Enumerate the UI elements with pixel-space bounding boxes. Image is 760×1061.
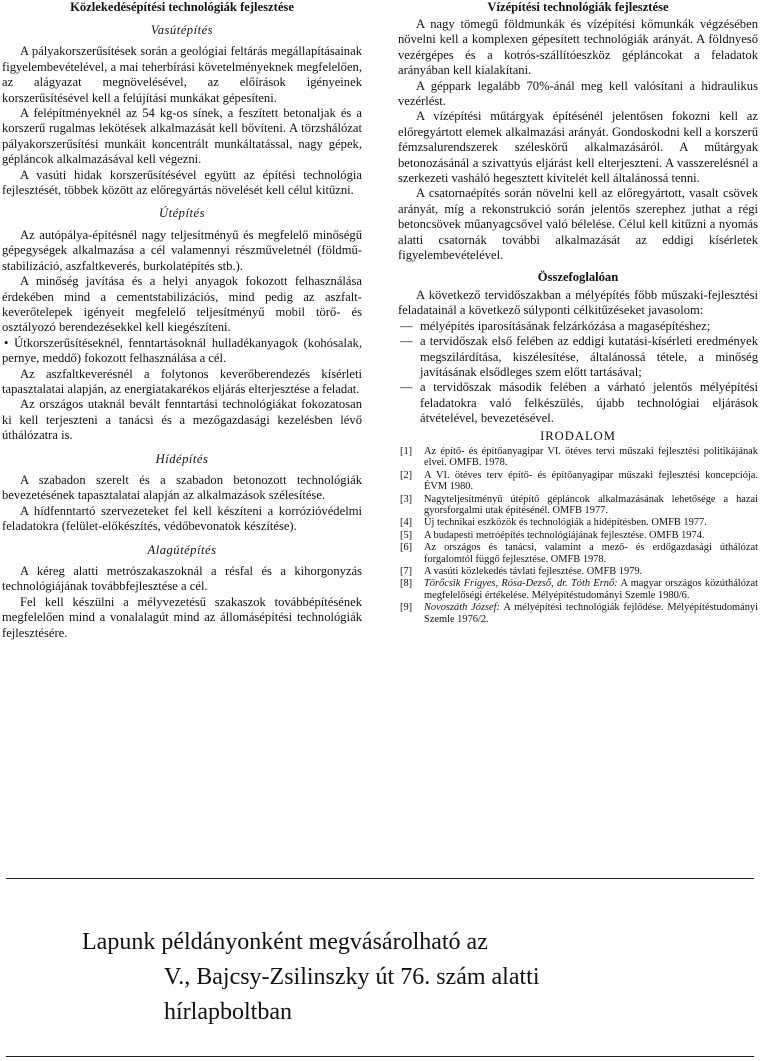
reference-item xyxy=(398,446,758,469)
left-column xyxy=(2,0,362,641)
reference-item xyxy=(398,566,758,577)
reference-number: [9] xyxy=(400,602,413,614)
right-column-heading: Vízépítési technológiák fejlesztése xyxy=(487,0,669,14)
summary-title: Összefoglalóan xyxy=(537,269,619,284)
reference-number: [8] xyxy=(400,578,413,590)
reference-number: [2] xyxy=(400,469,413,481)
right-column xyxy=(398,0,758,626)
summary-intro: A következő tervidőszakban a mélyépítés főbb műszaki-fejlesztési feladatainál a következő súlyponti célkitűzéseket javasolom: xyxy=(398,287,758,318)
reference-text: Az országos és tanácsi, valamint a mező- és erdőgazdasági úthálózat forgalomtól függő fejlesztése. OMFB 1978. xyxy=(424,542,758,565)
paragraph: A kéreg alatti metrószakaszoknál a résfal és a kihorgonyzás technológiájának továbbfejlesztése a cél. xyxy=(2,564,362,594)
reference-item xyxy=(398,470,758,493)
references-title: IRODALOM xyxy=(540,428,616,443)
reference-text: Az építő- és építőanyagipar VI. ötéves tervi műszaki fejlesztési politikájának elvei. OMFB. 1978. xyxy=(424,445,758,469)
section-title-hidepites: Hídépítés xyxy=(155,451,209,466)
divider-bottom xyxy=(6,1056,754,1057)
paragraph: Az országos utaknál bevált fenntartási technológiákat fokozatosan ki kell terjeszteni a tanácsi és a mezőgazdasági kezelésben lévő úthálózatra is. xyxy=(2,397,362,443)
paragraph: Az aszfaltkeverésnél a folytonos keverőberendezés kísérleti tapasztalatai alapján, az energiatakarékos eljárás elterjesztése a feladat. xyxy=(2,366,362,396)
advertisement xyxy=(82,925,722,1030)
summary-item: — mélyépítés iparosításának felzárkózása a magasépítéshez; xyxy=(398,319,758,334)
reference-item xyxy=(398,542,758,565)
advertisement-line-2: V., Bajcsy-Zsilinszky út 76. szám alatti xyxy=(164,964,540,990)
section-title-alagutepites: Alagútépítés xyxy=(147,542,217,557)
paragraph: A géppark legalább 70%-ánál meg kell valósítani a hidraulikus vezérlést. xyxy=(398,78,758,109)
paragraph: • Útkorszerűsítéseknél, fenntartásoknál hulladékanyagok (kohósalak, pernye, meddő) fokozott felhasználása a cél. xyxy=(2,335,362,366)
reference-number: [6] xyxy=(400,542,413,554)
reference-item xyxy=(398,517,758,528)
paragraph: A csatornaépítés során növelni kell az előregyártott, vasalt csövek arányát, míg a rekonstrukció során jelentős szerephez juthat a régi betoncsövek műanyagcsővel való bélelése. Célul kell kitűzni a nyomás alatti csatornák további alkalmazását az eddigi kísérletek figyelembevételével. xyxy=(398,186,758,263)
reference-item xyxy=(398,530,758,541)
section-title-utepites: Útépítés xyxy=(159,206,205,221)
summary-item: — a tervidőszak első felében az eddigi kutatási-kísérleti eredmények megszilárdítása, kiszélesítése, általánossá tétele, a minőség javításának elsődleges szem előtt tartásával; xyxy=(398,334,758,380)
reference-authors: Törőcsik Frigyes, Rósa-Dezső, dr. Tóth Ernő: xyxy=(424,578,618,590)
paragraph: Fel kell készülni a mélyvezetésű szakaszok továbbépítésének megfelelően mind a vonalalagút mind az állomásépítési technológiák fejlesztésére. xyxy=(2,594,362,640)
paragraph: A minőség javítása és a helyi anyagok fokozott felhasználása érdekében mind a cementstabilizációs, mind pedig az aszfalt-keverőtelepek igényeit megfelelő teljesítményű mobil törő- és osztályozó berendezésekkel kell kiegészíteni. xyxy=(2,274,362,335)
advertisement-line-3: hírlapboltban xyxy=(164,999,292,1025)
reference-item xyxy=(398,494,758,517)
paragraph: A vasúti hidak korszerűsítésével együtt az építési technológia fejlesztését, többek között az előregyártás növelését kell célul kitűzni. xyxy=(2,167,362,198)
reference-item xyxy=(398,602,758,625)
reference-number: [4] xyxy=(400,517,413,529)
reference-text: A vasúti közlekedés távlati fejlesztése. OMFB 1979. xyxy=(424,566,643,578)
advertisement-line-1: Lapunk példányonként megvásárolható az xyxy=(82,929,488,955)
reference-text: A budapesti metróépítés technológiájának fejlesztése. OMFB 1974. xyxy=(424,529,705,541)
paragraph: A vízépítési műtárgyak építésénél jelentősen fokozni kell az előregyártott elemek alkalmazási arányát. Gondoskodni kell a korszerű fémzsalurendszerek széleskörű alkalmazásáról. A műtárgyak betonozásánál a szivattyús eljárást kell elterjeszteni. A vasszerelésnél a szerkezeti vasháló hegesztett kivitelét kell általánossá tenni. xyxy=(398,109,758,186)
divider-top xyxy=(6,878,754,879)
reference-text: A magyar országos közúthálózat megfelelőségi értékelése. Mélyépítéstudományi Szemle 1980/6. xyxy=(424,578,758,601)
reference-text: A VI. ötéves terv építő- és építőanyagipar műszaki fejlesztési koncepciója. ÉVM 1980. xyxy=(424,469,758,493)
reference-text: Nagyteljesítményű útépítő gépláncok alkalmazásának lehetősége a hazai gyorsforgalmi utak építésénél. OMFB 1977. xyxy=(424,493,758,516)
left-column-heading: Közlekedésépítési technológiák fejlesztése xyxy=(70,0,294,14)
paragraph: A hídfenntartó szervezeteket fel kell készíteni a korrózióvédelmi feladatokra (felület-előkészítés, védőbevonatok készítése). xyxy=(2,503,362,534)
reference-number: [7] xyxy=(400,566,413,578)
reference-text: A mélyépítési technológiák fejlődése. Mélyépítéstudományi Szemle 1976/2. xyxy=(424,602,759,625)
paragraph: A szabadon szerelt és a szabadon betonozott technológiák bevezetésének tapasztalatai alapján az alkalmazások szélesítése. xyxy=(2,472,362,503)
summary-item: — a tervidőszak második felében a várható jelentős mélyépítési feladatokra való felkészülés, újabb technológiai eljárások átvételével, bevezetésével. xyxy=(398,380,758,426)
reference-authors: Novoszáth József: xyxy=(424,602,501,614)
section-title-vasutepites: Vasútépítés xyxy=(150,23,214,37)
reference-number: [3] xyxy=(400,493,413,505)
reference-text: Új technikai eszközök és technológiák a hídépítésben. OMFB 1977. xyxy=(424,517,707,529)
paragraph: A nagy tömegű földmunkák és vízépítési kőmunkák végzésében növelni kell a komplexen gépesített technológiák arányát. A földnyeső vezérgépes és a kotrós-szállítóeszköz gépláncokat a feladatok arányában kell kialakítani. xyxy=(398,17,758,78)
paragraph: A felépítményeknél az 54 kg-os sínek, a feszített betonaljak és a korszerű rugalmas lekötések alkalmazását kell bővíteni. A törzshálózat pályakorszerűsítési munkáit koncentrált munkáltatással, nagy gépek, gépláncok alkalmazásával kell végezni. xyxy=(2,106,362,167)
paragraph: Az autópálya-építésnél nagy teljesítményű és megfelelő minőségű gépegységek alkalmazása a cél valamennyi részműveletnél (földműstabilizáció, aszfaltkeverés, burkolatépítés stb.). xyxy=(2,227,362,273)
reference-number: [1] xyxy=(400,445,413,457)
reference-item xyxy=(398,578,758,601)
reference-number: [5] xyxy=(400,529,413,541)
paragraph: A pályakorszerűsítések során a geológiai feltárás megállapításainak figyelembevételével, a mai teherbírási követelményeknek megfelelően, az alágyazat megnövelésével, az előírások igényeinek korszerűsítésével kell a felújítási munkákat gépesíteni. xyxy=(2,44,362,105)
